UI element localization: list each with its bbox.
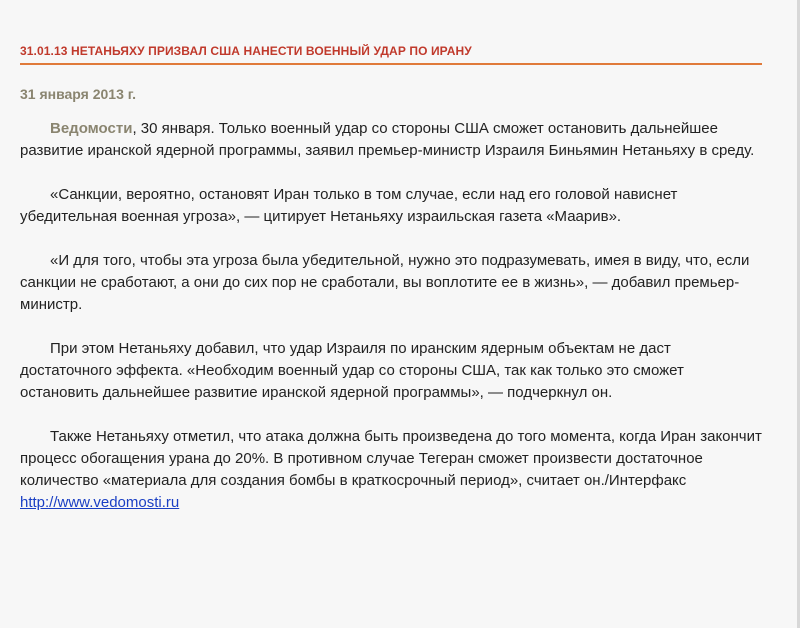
paragraph-5: Также Нетаньяху отметил, что атака должна быть произведена до того момента, когда Иран закончит процесс обогащения урана до 20%. В противном случае Тегеран сможет произвести достаточное количество «материала для создания бомбы в краткосрочный период», считает он./Интерфакс [20,428,762,489]
paragraph-4: При этом Нетаньяху добавил, что удар Израиля по иранским ядерным объектам не даст достаточного эффекта. «Необходим военный удар со стороны США, так как только это сможет остановить дальнейшее развитие иранской ядерной программы», — подчеркнул он. [20,340,684,401]
paragraph-1-text: , 30 января. Только военный удар со стороны США сможет остановить дальнейшее развитие иранской ядерной программы, заявил премьер-министр Израиля Биньямин Нетаньяху в среду. [20,120,755,159]
paragraph-2: «Санкции, вероятно, остановят Иран только в том случае, если над его головой нависнет убедительная военная угроза», — цитирует Нетаньяху израильская газета «Маарив». [20,186,678,225]
article [20,44,762,514]
source-link[interactable]: http://www.vedomosti.ru [20,494,180,511]
source-name: Ведомости [50,120,133,137]
paragraph-1 [20,118,762,162]
paragraph-3: «И для того, чтобы эта угроза была убедительной, нужно это подразумевать, имея в виду, что, если санкции не сработают, а они до сих пор не сработали, вы воплотите ее в жизнь», — добавил премьер-министр. [20,252,750,313]
article-date: 31 января 2013 г. [20,86,137,102]
article-headline: 31.01.13 НЕТАНЬЯХУ ПРИЗВАЛ США НАНЕСТИ ВОЕННЫЙ УДАР ПО ИРАНУ [20,44,762,65]
